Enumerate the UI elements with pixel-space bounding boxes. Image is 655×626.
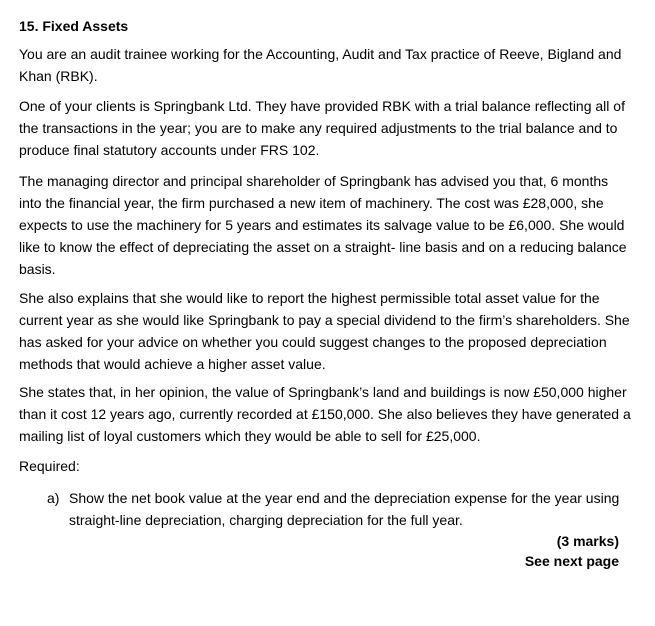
see-next-page-label: See next page — [524, 553, 619, 569]
paragraph-machinery: The managing director and principal shareholder of Springbank has advised you that, 6 months into the financial year, the firm purchased a new item of machinery. The cost was £28,000, she expects to use the machinery for 5 years and estimates its salvage value to be £6,000. She would like to know the effect of depreciating the asset on a straight- line basis and on a reducing balance basis. — [19, 173, 627, 277]
required-label: Required: — [19, 458, 80, 474]
question-label: a) — [47, 490, 60, 506]
question-text: Show the net book value at the year end and the depreciation expense for the year using straight-line depreciation, charging depreciation for the full year. — [69, 490, 620, 528]
marks-label: (3 marks) — [556, 533, 619, 549]
section-heading: 15. Fixed Assets — [19, 18, 129, 34]
paragraph-land-buildings: She states that, in her opinion, the value of Springbank’s land and buildings is now £50,000 higher than it cost 12 years ago, currently recorded at £150,000. She also believes they have generated a mailing list of loyal customers which they would be able to sell for £25,000. — [19, 384, 631, 444]
paragraph-intro: You are an audit trainee working for the Accounting, Audit and Tax practice of Reeve, Bigland and Khan (RBK). — [19, 46, 622, 84]
paragraph-client: One of your clients is Springbank Ltd. They have provided RBK with a trial balance reflecting all of the transactions in the year; you are to make any required adjustments to the trial balance and to produce final statutory accounts under FRS 102. — [19, 98, 625, 158]
question-a — [47, 487, 627, 531]
paragraph-asset-value: She also explains that she would like to report the highest permissible total asset value for the current year as she would like Springbank to pay a special dividend to the firm’s shareholders. She has asked for your advice on whether you could suggest changes to the proposed depreciation methods that would achieve a higher asset value. — [19, 290, 630, 372]
